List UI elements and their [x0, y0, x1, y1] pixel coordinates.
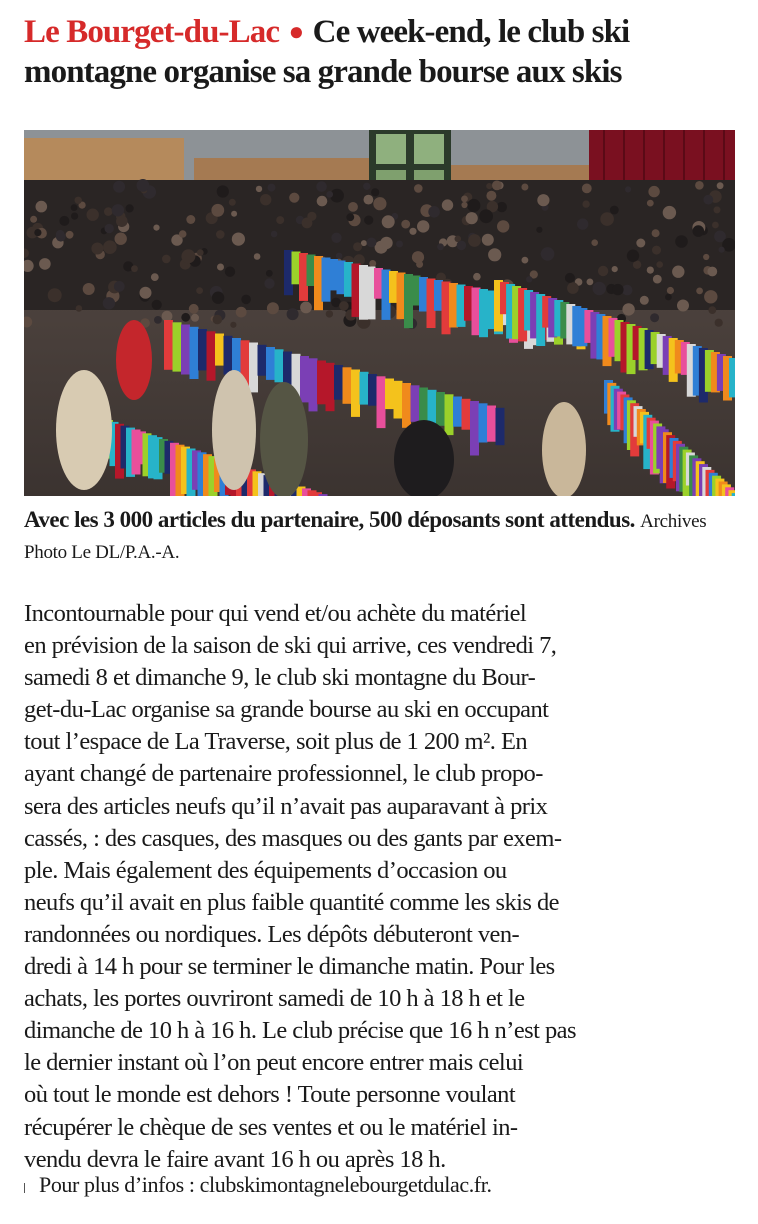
body-line: dredi à 14 h pour se terminer le dimanche matin. Pour les: [24, 953, 555, 981]
wood-panel: [24, 138, 184, 180]
headline-kicker: Le Bourget-du-Lac: [24, 14, 280, 50]
body-line: randonnées ou nordiques. Les dépôts débuteront ven-: [24, 920, 520, 948]
body-line: neufs qu’il avait en plus faible quantité comme les skis de: [24, 888, 559, 916]
body-line: le dernier instant où l’on peut encore entrer mais celui: [24, 1049, 524, 1077]
body-line: sera des articles neufs qu’il n’avait pas auparavant à prix: [24, 792, 548, 820]
body-line: ayant changé de partenaire professionnel, le club propo-: [24, 760, 543, 788]
caption-text: Avec les 3 000 articles du partenaire, 500 déposants sont attendus.: [24, 507, 635, 532]
photo-illustration: [24, 130, 735, 496]
more-info-text: Pour plus d’infos : clubskimontagnelebourgetdulac.fr.: [39, 1172, 492, 1197]
more-info-line: [24, 1170, 744, 1200]
body-line: ple. Mais également des équipements d’occasion ou: [24, 856, 507, 884]
headline: [24, 12, 744, 92]
article-body: [24, 598, 744, 1176]
body-line: get-du-Lac organise sa grande bourse au ski en occupant: [24, 696, 549, 724]
photo-caption: [24, 505, 739, 567]
body-line: Incontournable pour qui vend et/ou achète du matériel: [24, 600, 527, 627]
body-line: récupérer le chèque de ses ventes et ou le matériel in-: [24, 1113, 518, 1141]
body-line: tout l’espace de La Traverse, soit plus de 1 200 m². En: [24, 728, 528, 756]
bullet-dot-icon: ●: [288, 17, 304, 46]
body-line: vendu devra le faire avant 16 h ou après 18 h.: [24, 1145, 446, 1173]
article-photo: [24, 130, 735, 496]
body-line: cassés, : des casques, des masques ou des gants par exem-: [24, 824, 562, 852]
body-line: achats, les portes ouvriront samedi de 10 h à 18 h et le: [24, 985, 525, 1013]
photo-credit: Archives Photo Le DL/P.A.-A.: [24, 511, 707, 563]
info-marker-icon: [24, 1183, 25, 1193]
body-line: samedi 8 et dimanche 9, le club ski montagne du Bour-: [24, 664, 536, 692]
body-line: dimanche de 10 h à 16 h. Le club précise que 16 h n’est pas: [24, 1017, 576, 1045]
body-line: où tout le monde est dehors ! Toute personne voulant: [24, 1081, 516, 1109]
headline-title: Ce week-end, le club ski montagne organise sa grande bourse aux skis: [24, 14, 630, 90]
body-line: en prévision de la saison de ski qui arrive, ces vendredi 7,: [24, 632, 557, 660]
